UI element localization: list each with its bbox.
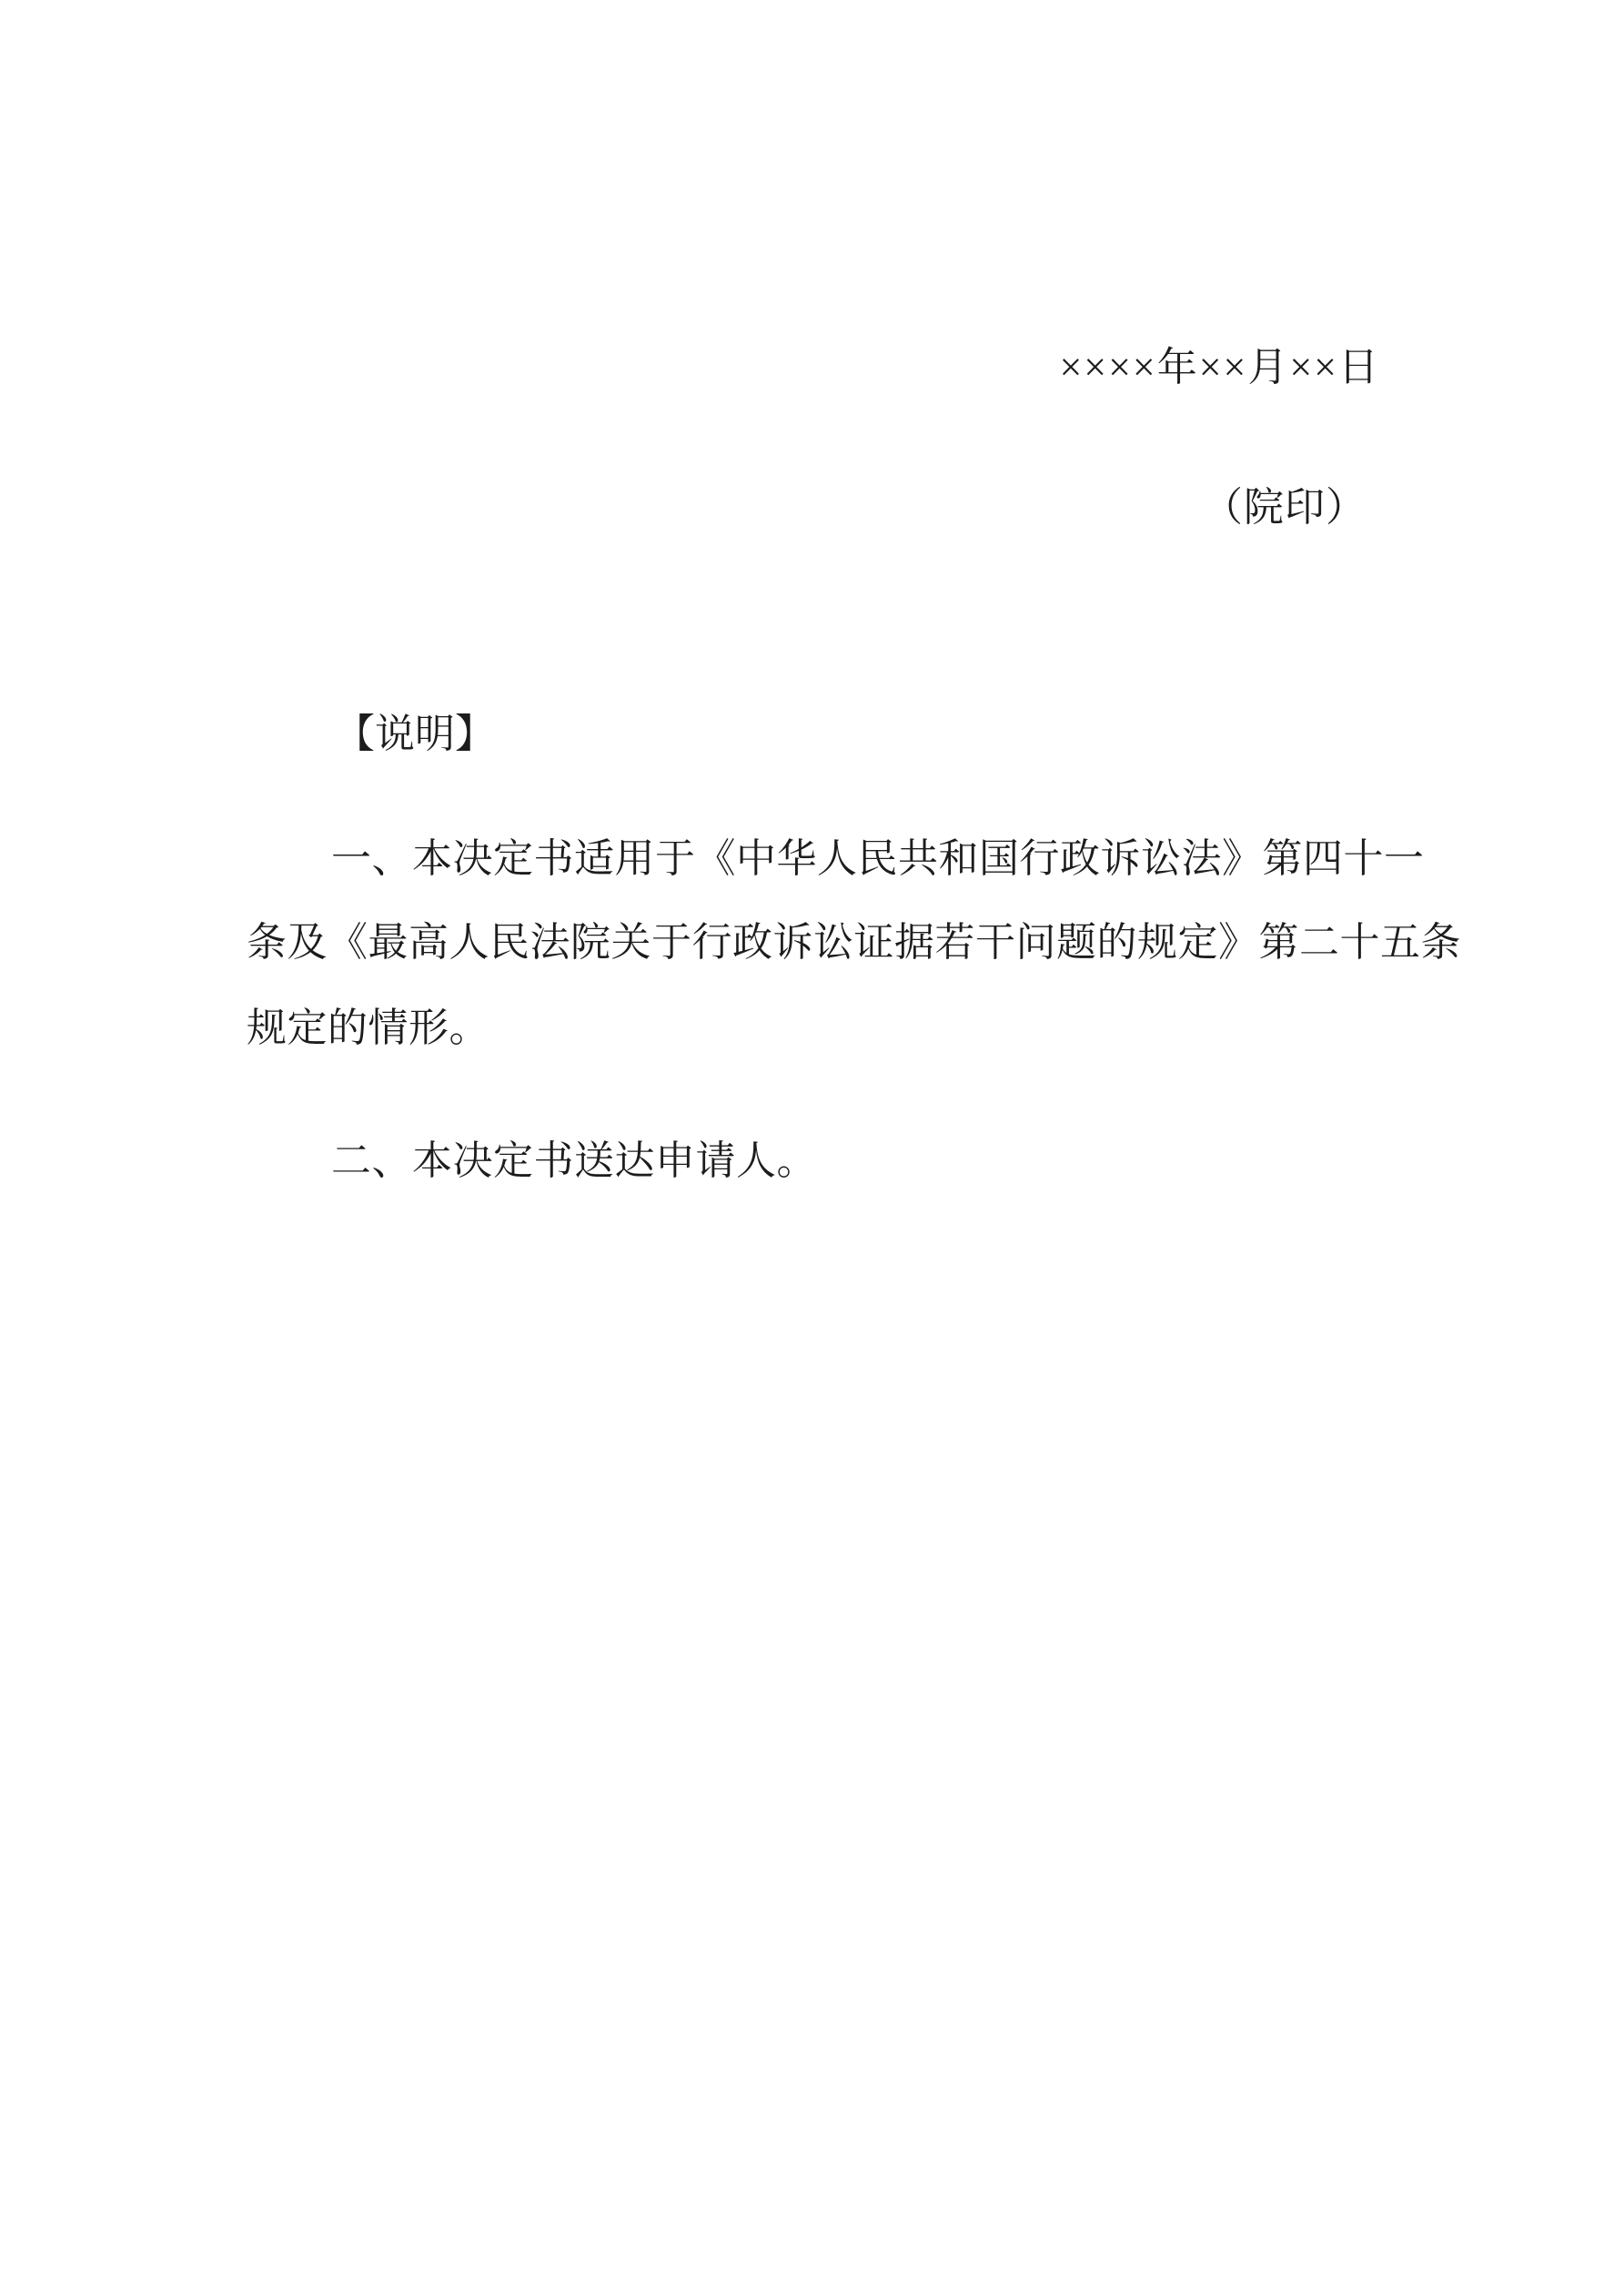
paragraph-2-line-1: 二、本决定书送达申请人。 <box>331 1138 817 1183</box>
paragraph-1-line-3: 规定的情形。 <box>247 1006 489 1050</box>
paragraph-1-line-1: 一、本决定书适用于《中华人民共和国行政诉讼法》第四十一 <box>331 836 1425 881</box>
court-seal-placeholder: （院印） <box>1203 485 1367 530</box>
paragraph-1-line-2: 条及《最高人民法院关于行政诉讼证据若干问题的规定》第二十五条 <box>247 920 1461 965</box>
date-line: ××××年××月××日 <box>1059 345 1380 389</box>
note-heading: 【说明】 <box>335 712 495 756</box>
